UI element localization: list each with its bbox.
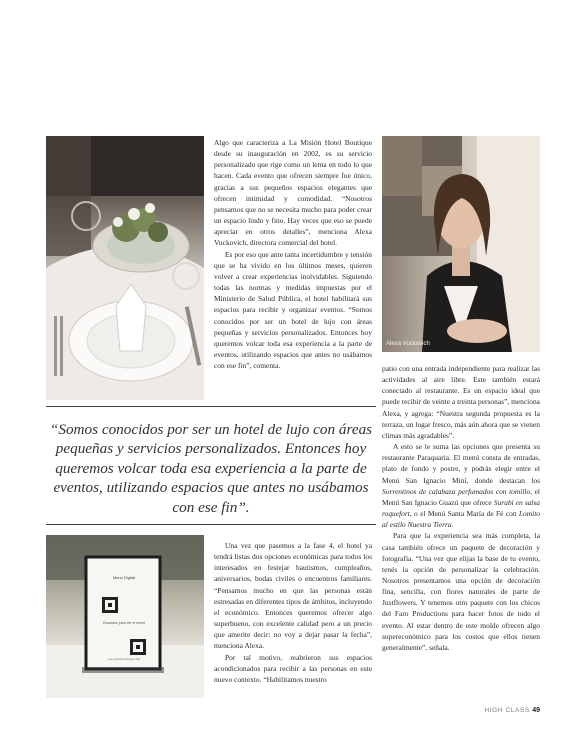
- menu-card-footer: Los precios incluyen IVA: [107, 657, 141, 661]
- paragraph: A esto se le suma las opciones que presenta su restaurante Paraquaria. El menú consta de entradas, plato de fondo y postre, y podrás elegir entre el Menú San Ignacio Miní, donde destacan los Sorrentinos de calabaza perfumados con tomillo, el Menú San Ignacio Guazú que ofrece Surubí en salsa roquefort, o el Menú Santa María de Fé con Lomito al estilo Nuestra Tierra.: [382, 442, 541, 530]
- photo-menu-frame: [46, 535, 204, 698]
- menu-card-title: Menú Digital: [112, 575, 136, 580]
- page-footer: [484, 707, 540, 714]
- paragraph: Algo que caracteriza a La Misión Hotel Boutique desde su inauguración en 2002, es su servicio personalizado que rige como un lema en todo lo que hacen. Cada evento que ofrecen siempre fue único, gracias a sus pequeños espacios elegantes que ofrecen intimidad y comodidad. “Nosotros pensamos que no se necesita mucho para poder crear un espacio lindo y fino. Hay veces que eso se puede apreciar en otros detalles”, menciona Alexa Vuckovich, directora comercial del hotel.: [214, 138, 372, 248]
- article-column-bottom: [214, 540, 372, 685]
- page-number: 49: [532, 707, 540, 714]
- menu-frame-illustration: [46, 535, 204, 698]
- menu-card-subtitle: Escanear para ver el menú: [102, 621, 146, 625]
- paragraph: Por tal motivo, reabrieron sus espacios acondicionados para recibir a las personas en este nuevo contexto. “Habilitamos nuestro: [214, 652, 372, 684]
- pull-quote-rule-top: [46, 406, 376, 407]
- article-column-right: [382, 363, 540, 653]
- article-column-top: [214, 137, 372, 371]
- table-setting-illustration: [46, 136, 204, 400]
- paragraph: patio con una entrada independiente para realizar las actividades al aire libre. Este también estará conectado al restaurante. Es un espacio ideal que puede recibir de veinte a treinta personas”, menciona Alexa, y agrega: “Nuestra segunda propuesta es la terraza, un lugar fresco, más aún ahora que se vienen climas más agradables”.: [382, 364, 540, 440]
- pull-quote-rule-bottom: [46, 524, 376, 525]
- photo-table-setting: [46, 136, 204, 400]
- pull-quote: “Somos conocidos por ser un hotel de lujo con áreas pequeñas y servicios personalizados. Entonces hoy queremos volcar toda esa experiencia a la parte de eventos, utilizando espacios que antes no usábamos con ese fin”.: [49, 421, 373, 516]
- paragraph: Para que la experiencia sea más completa, la casa también ofrece un paquete de decoración y fotografía. “Una vez que elijas la base de tu evento, tenés la opción de personalizar la celebración. Nosotros presentamos una opción de decoración fina, sencilla, con flores naturales de parte de Justflowers. Y tenemos otro paquete con los chicos del Faro Productions para hacer fotos de todo el evento. Al estar dentro de este molde ofrecen algo supereconómico para los costos que ellos tienen generalmente”, señala.: [382, 531, 540, 652]
- portrait-illustration: [382, 136, 540, 352]
- photo-caption: Alexa Vuckovich: [386, 341, 430, 347]
- paragraph: Una vez que pasemos a la fase 4, el hotel ya tendrá listas dos opciones económicas para todos los interesados en festejar bautismos, cumpleaños, aniversarios, bodas civiles o encuentros familiares. “Pensamos mucho en que las personas están estresadas en diferentes tipos de ámbitos, incluyendo el económico. Entonces queremos ofrecer algo superbueno, con excelente calidad pero a un precio que amerite decir: no voy a dejar pasar la fecha”, menciona Alexa.: [214, 541, 372, 651]
- photo-portrait: [382, 136, 540, 352]
- paragraph: Es por eso que ante tanta incertidumbre y tensión que se ha vivido en los últimos meses, quieren volver a crear experiencias inolvidables. Siguiendo todas las normas y medidas impuestas por el Ministerio de Salud Pública, el hotel habilitará sus espacios para recibir y organizar eventos. “Somos conocidos por ser un hotel de lujo con áreas pequeñas y servicios personalizados. Entonces hoy queremos volcar toda esa experiencia a la parte de eventos, utilizando espacios que antes no usábamos con ese fin”, comenta.: [214, 249, 372, 371]
- magazine-name: HIGH CLASS: [484, 707, 530, 714]
